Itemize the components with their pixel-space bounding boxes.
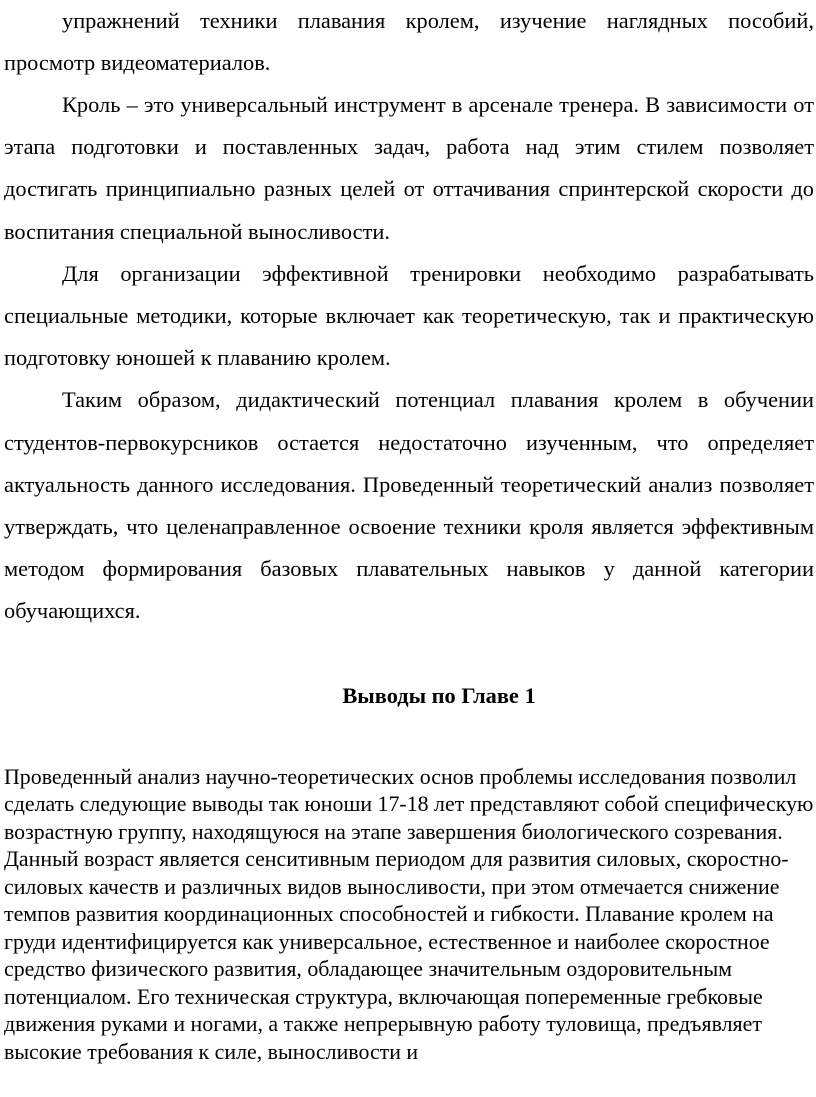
conclusion-paragraph: Проведенный анализ научно-теоретических основ проблемы исследования позволил сделать следующие выводы так юноши 17-18 лет представляют собой специфическую возрастную группу, находящуюся на этапе завершения биологического созревания. Данный возраст является сенситивным периодом для развития силовых, скоростно-силовых качеств и различных видов выносливости, при этом отмечается снижение темпов развития координационных способностей и гибкости. Плавание кролем на груди идентифицируется как универсальное, естественное и наиболее скоростное средство физического развития, обладающее значительным оздоровительным потенциалом. Его техническая структура, включающая попеременные гребковые движения руками и ногами, а также непрерывную работу туловища, предъявляет высокие требования к силе, выносливости и: [4, 763, 814, 1064]
paragraph-crawl-tool: Кроль – это универсальный инструмент в арсенале тренера. В зависимости от этапа подготовки и поставленных задач, работа над этим стилем позволяет достигать принципиально разных целей от оттачивания спринтерской скорости до воспитания специальной выносливости.: [4, 91, 814, 244]
section-heading: Выводы по Главе 1: [342, 682, 536, 708]
paragraph-continuation: упражнений техники плавания кролем, изучение наглядных пособий, просмотр видеоматериалов.: [4, 7, 814, 75]
paragraph-didactic-potential: Таким образом, дидактический потенциал плавания кролем в обучении студентов-первокурсников остается недостаточно изученным, что определяет актуальность данного исследования. Проведенный теоретический анализ позволяет утверждать, что целенаправленное освоение техники кроля является эффективным методом формирования базовых плавательных навыков у данной категории обучающихся.: [4, 387, 814, 624]
paragraph-training-methods: Для организации эффективной тренировки необходимо разрабатывать специальные методики, которые включает как теоретическую, так и практическую подготовку юношей к плаванию кролем.: [4, 260, 814, 371]
